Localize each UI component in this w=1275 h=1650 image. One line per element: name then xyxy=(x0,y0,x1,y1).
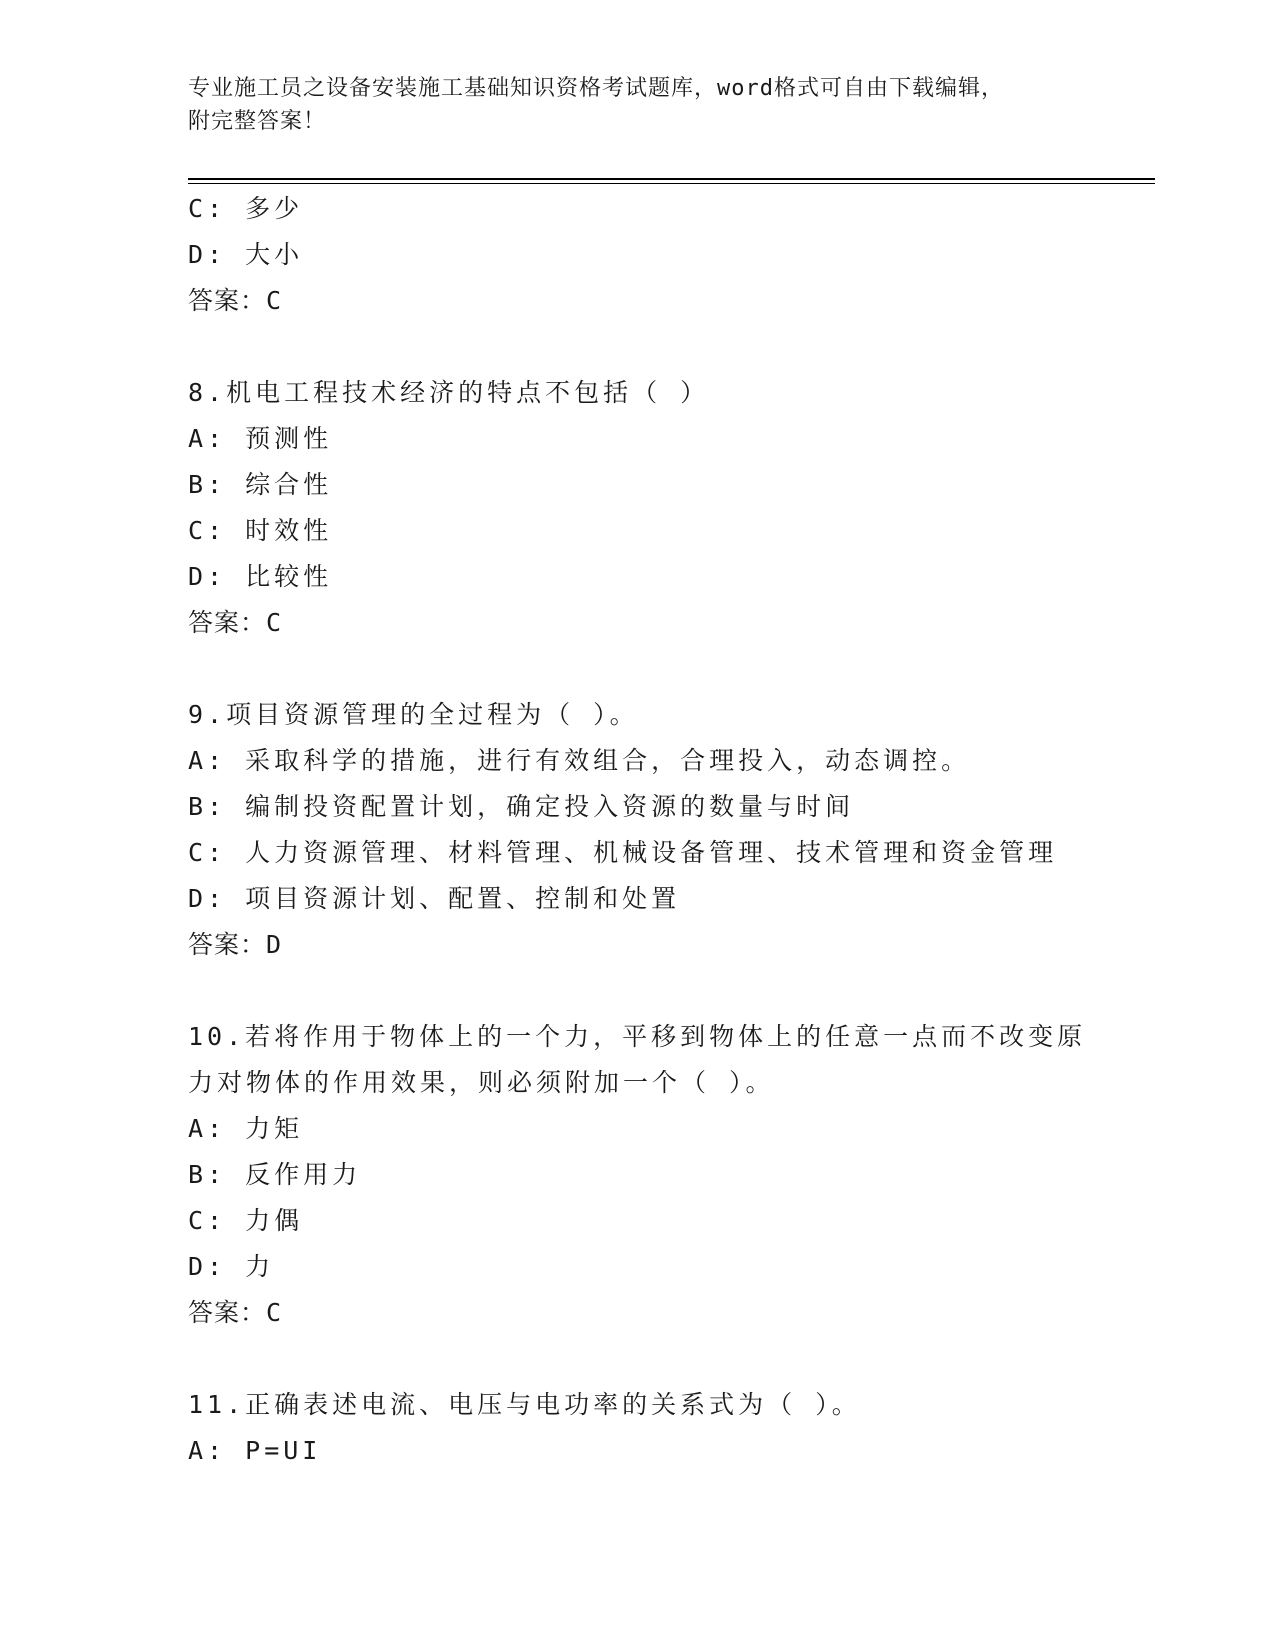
spacer xyxy=(188,1336,1108,1382)
option-a: A: 力矩 xyxy=(188,1114,304,1143)
document-header xyxy=(188,72,1068,138)
option-d: D: 大小 xyxy=(188,240,304,269)
option-c: C: 时效性 xyxy=(188,516,333,545)
option-c: C: 力偶 xyxy=(188,1206,304,1235)
option-d: D: 项目资源计划、配置、控制和处置 xyxy=(188,884,681,913)
option-a: A: 预测性 xyxy=(188,424,333,453)
question-8 xyxy=(188,370,1108,646)
option-b: B: 编制投资配置计划，确定投入资源的数量与时间 xyxy=(188,792,855,821)
answer-line: 答案：C xyxy=(188,1298,283,1327)
answer-line: 答案：C xyxy=(188,286,283,315)
header-divider-thick xyxy=(188,178,1155,180)
header-title-line-1: 专业施工员之设备安装施工基础知识资格考试题库，word格式可自由下载编辑， xyxy=(188,76,1004,101)
question-10 xyxy=(188,1014,1108,1336)
spacer xyxy=(188,324,1108,370)
question-stem: 8.机电工程技术经济的特点不包括（ ） xyxy=(188,378,710,407)
answer-line: 答案：C xyxy=(188,608,283,637)
spacer xyxy=(188,968,1108,1014)
question-11 xyxy=(188,1382,1108,1474)
option-d: D: 比较性 xyxy=(188,562,333,591)
option-b: B: 综合性 xyxy=(188,470,333,499)
option-c: C: 人力资源管理、材料管理、机械设备管理、技术管理和资金管理 xyxy=(188,838,1058,867)
option-b: B: 反作用力 xyxy=(188,1160,362,1189)
question-stem-line-2: 力对物体的作用效果，则必须附加一个（ ）。 xyxy=(188,1068,775,1097)
question-stem: 9.项目资源管理的全过程为（ ）。 xyxy=(188,700,639,729)
option-d: D: 力 xyxy=(188,1252,275,1281)
question-stem: 11.正确表述电流、电压与电功率的关系式为（ ）。 xyxy=(188,1390,861,1419)
question-stem-line-1: 10.若将作用于物体上的一个力，平移到物体上的任意一点而不改变原 xyxy=(188,1022,1087,1051)
question-9 xyxy=(188,692,1108,968)
option-c: C: 多少 xyxy=(188,194,304,223)
header-divider-thin xyxy=(188,183,1155,184)
option-a: A: P=UI xyxy=(188,1436,322,1465)
spacer xyxy=(188,646,1108,692)
option-a: A: 采取科学的措施，进行有效组合，合理投入，动态调控。 xyxy=(188,746,971,775)
header-title-line-2: 附完整答案！ xyxy=(188,109,327,134)
question-content xyxy=(188,186,1108,1474)
answer-line: 答案：D xyxy=(188,930,283,959)
question-7-tail xyxy=(188,186,1108,324)
